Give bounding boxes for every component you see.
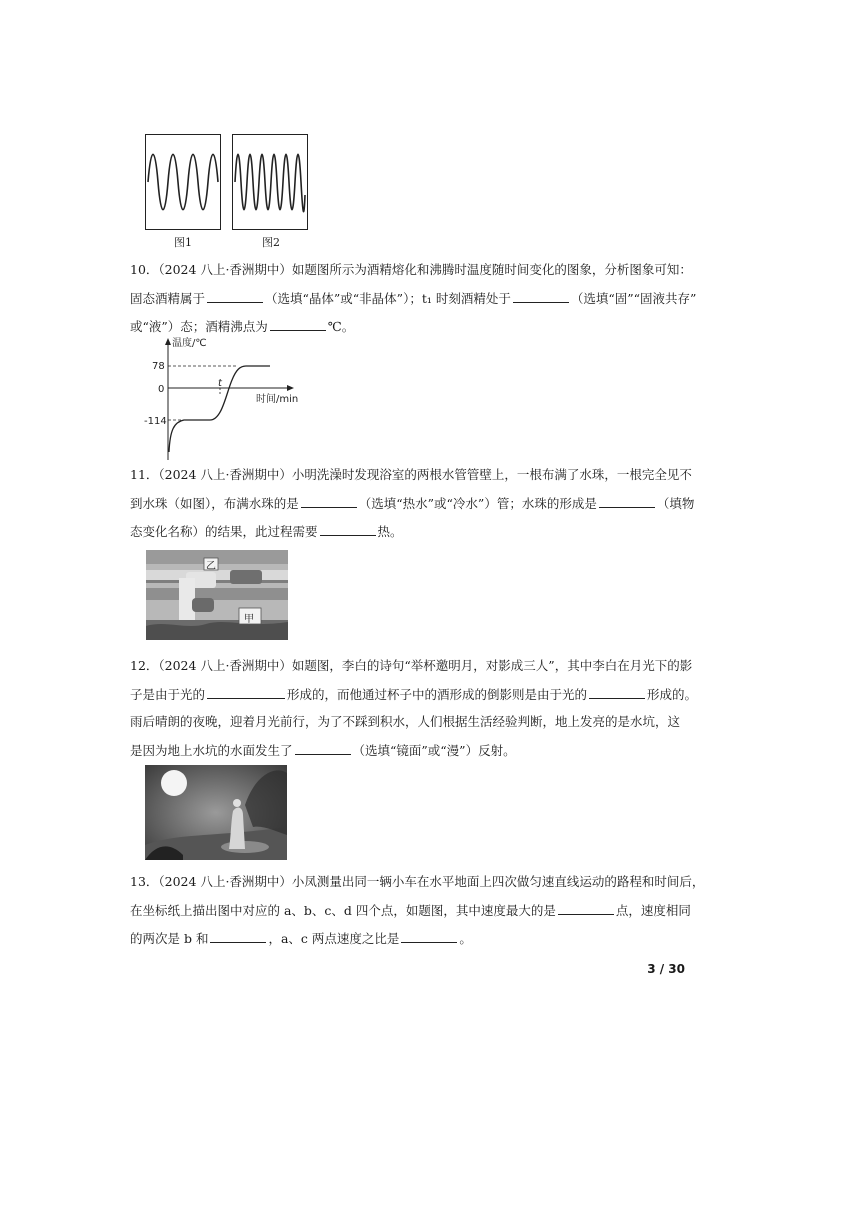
- q10-text: （选填“固”“固液共存”: [570, 291, 697, 306]
- moon-scene-picture: [145, 765, 287, 860]
- q12-blank-1[interactable]: [207, 686, 285, 699]
- q11-text: （填物: [656, 496, 695, 511]
- pipes-photo-graphic: [146, 550, 288, 640]
- page-number: 3 / 30: [647, 962, 685, 976]
- q12-text: （选填“镜面”或“漫”）反射。: [352, 743, 516, 758]
- q11-blank-1[interactable]: [301, 495, 357, 508]
- q12-blank-3[interactable]: [295, 742, 351, 755]
- wave-figure-1: [145, 134, 221, 230]
- q10-text: 固态酒精属于: [130, 291, 206, 306]
- q10-line-2: [130, 290, 696, 307]
- tick-neg114: -114: [144, 416, 167, 427]
- graph-ylabel: 温度/℃: [172, 338, 207, 349]
- graph-xlabel: 时间/min: [256, 394, 299, 405]
- temperature-time-graph: [140, 336, 310, 462]
- q10-text: （选填“晶体”或“非晶体”）；t₁ 时刻酒精处于: [265, 291, 511, 306]
- tick-0: 0: [158, 384, 165, 395]
- q11-blank-2[interactable]: [599, 495, 655, 508]
- q12-line-1: 12．（2024 八上·香洲期中）如题图，李白的诗句“举杯邀明月，对影成三人”，其中李白在月光下的影: [130, 658, 693, 673]
- q12-line-3: 雨后晴朗的夜晚，迎着月光前行，为了不踩到积水，人们根据生活经验判断，地上发亮的是水坑，这: [130, 714, 681, 729]
- figure-1-caption: 图1: [174, 236, 192, 249]
- q11-blank-3[interactable]: [320, 523, 376, 536]
- q11-text: 热。: [377, 524, 403, 539]
- t1-label: t: [218, 378, 222, 389]
- moon-scene-graphic: [145, 765, 287, 860]
- q10-blank-1[interactable]: [207, 290, 263, 303]
- q11-text: 到水珠（如图），布满水珠的是: [130, 496, 299, 511]
- q10-blank-2[interactable]: [513, 290, 569, 303]
- q13-line-1: 13．（2024 八上·香洲期中）小凤测量出同一辆小车在水平地面上四次做匀速直线运动的路程和时间后，: [130, 874, 705, 889]
- figure-2-caption: 图2: [262, 236, 280, 249]
- q10-line-3: [130, 318, 354, 335]
- q10-blank-3[interactable]: [270, 318, 326, 331]
- q13-blank-1[interactable]: [558, 902, 614, 915]
- q11-line-3: [130, 523, 403, 540]
- q12-text: 是因为地上水坑的水面发生了: [130, 743, 293, 758]
- q11-text: （选填“热水”或“冷水”）管；水珠的形成是: [358, 496, 597, 511]
- q10-line-1: 10．（2024 八上·香洲期中）如题图所示为酒精熔化和沸腾时温度随时间变化的图象，分析图象可知：: [130, 262, 692, 277]
- q12-text: 形成的。: [647, 687, 698, 702]
- wave-figure-1-graphic: [146, 135, 220, 229]
- q10-text: 或“液”）态；酒精沸点为: [130, 319, 268, 334]
- q10-text: ℃。: [327, 319, 355, 334]
- q11-line-2: [130, 495, 694, 512]
- q12-line-2: [130, 686, 697, 703]
- q12-text: 子是由于光的: [130, 687, 206, 702]
- q13-text: ，a、c 两点速度之比是: [268, 931, 400, 946]
- q13-text: 。: [459, 931, 472, 946]
- q12-text: 形成的，而他通过杯子中的酒形成的倒影则是由于光的: [287, 687, 588, 702]
- tick-78: 78: [152, 361, 165, 372]
- wave-figure-2: [232, 134, 308, 230]
- q13-blank-2[interactable]: [210, 930, 266, 943]
- wave-figure-2-graphic: [233, 135, 307, 229]
- pipe-label-yi: 乙: [206, 561, 216, 572]
- pipes-photo: [146, 550, 288, 640]
- q13-line-3: [130, 930, 472, 947]
- q13-text: 在坐标纸上描出图中对应的 a、b、c、d 四个点，如题图，其中速度最大的是: [130, 903, 556, 918]
- q12-line-4: [130, 742, 516, 759]
- q13-text: 的两次是 b 和: [130, 931, 209, 946]
- q12-blank-2[interactable]: [589, 686, 645, 699]
- q13-text: 点，速度相同: [615, 903, 691, 918]
- q13-blank-3[interactable]: [401, 930, 457, 943]
- pipe-label-jia: 甲: [244, 614, 254, 625]
- q11-line-1: 11．（2024 八上·香洲期中）小明洗澡时发现浴室的两根水管管壁上，一根布满了水珠，一根完全见不: [130, 467, 692, 482]
- q13-line-2: [130, 902, 691, 919]
- q11-text: 态变化名称）的结果，此过程需要: [130, 524, 318, 539]
